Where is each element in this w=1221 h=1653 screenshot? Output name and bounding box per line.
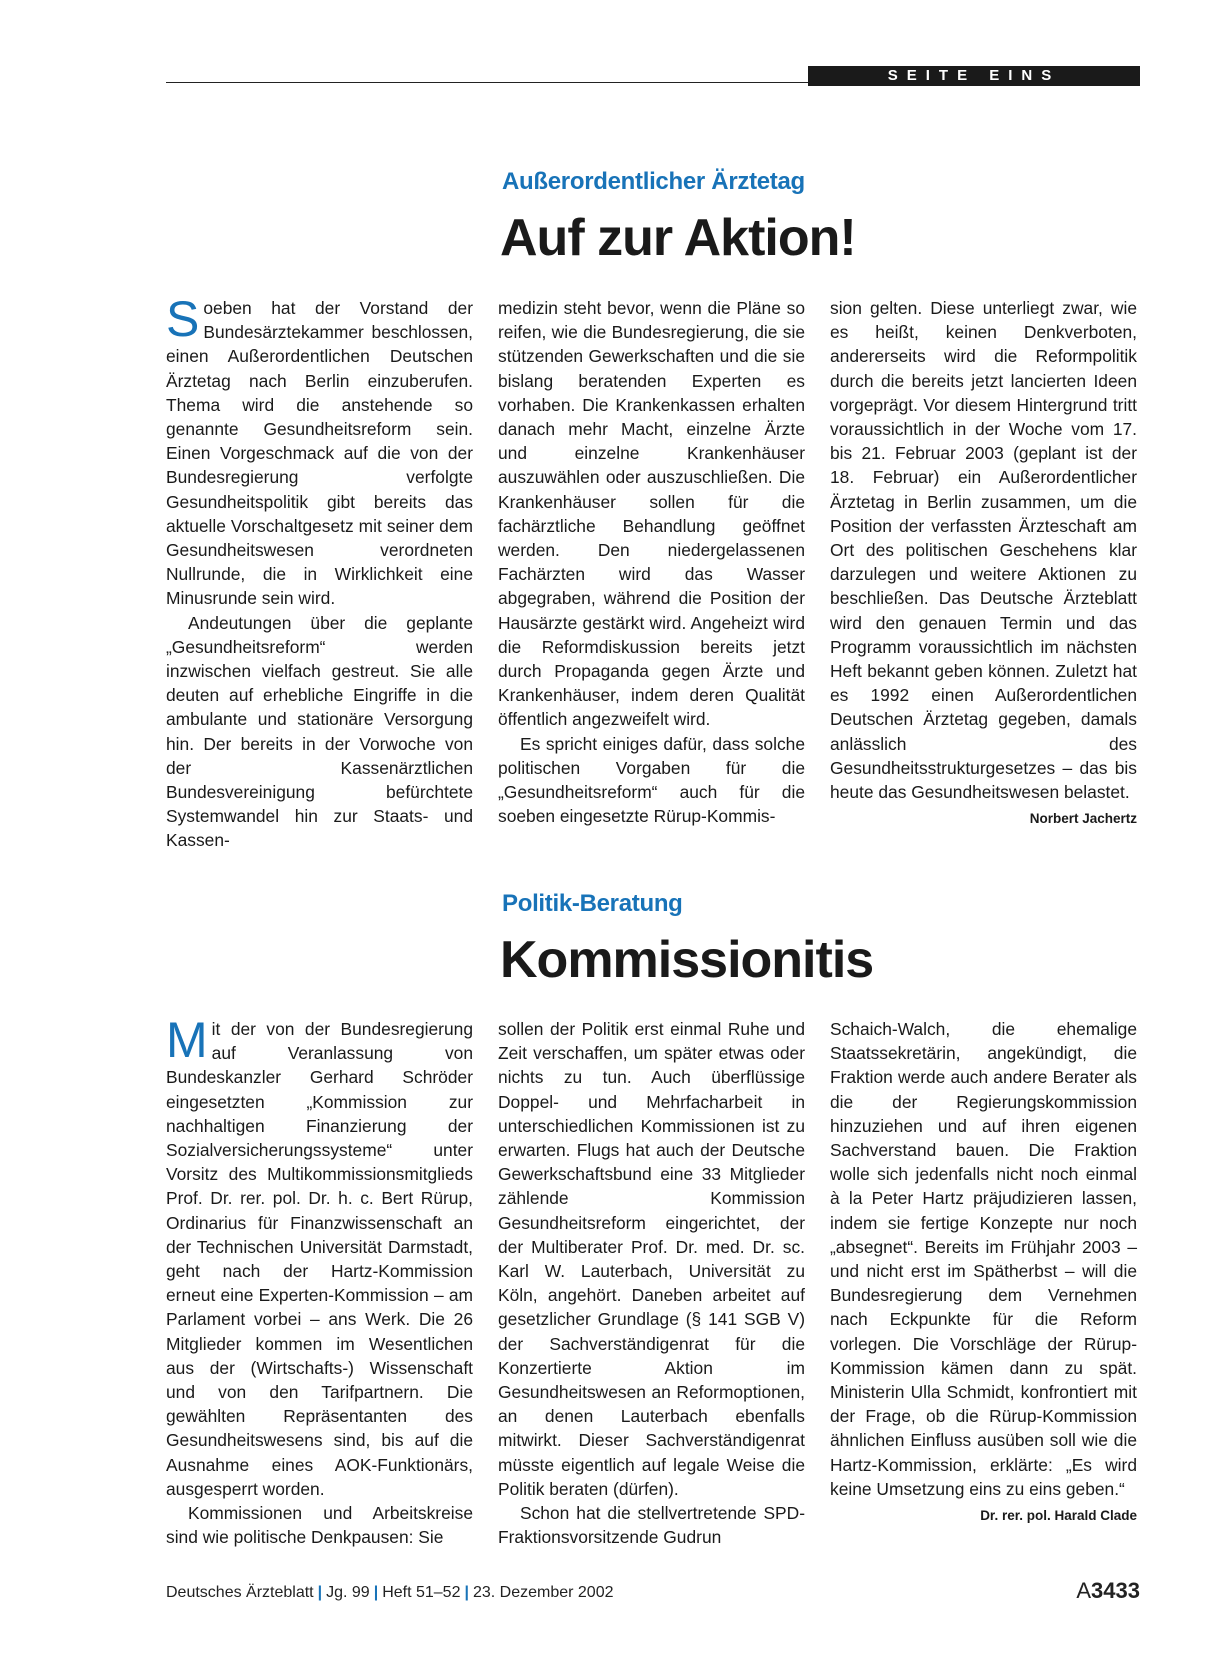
article-1-kicker: Außerordentlicher Ärztetag xyxy=(502,168,805,195)
article-1-column-2 xyxy=(498,296,805,828)
dropcap: S xyxy=(166,291,200,347)
paragraph: Soeben hat der Vorstand der Bundesärztekammer beschlossen, einen Außerordentlichen Deutschen Ärztetag nach Berlin einzuberufen. Thema wird die anstehende so genannte Gesundheitsreform sein. Einen Vorgeschmack auf die von der Bundesregierung verfolgte Gesundheitspolitik gibt bereits das aktuelle Vorschaltgesetz mit seiner dem Gesundheitswesen verordneten Nullrunde, die in Wirklichkeit eine Minusrunde sein wird. xyxy=(166,291,473,609)
article-2-column-1 xyxy=(166,1012,473,1549)
paragraph: Schaich-Walch, die ehemalige Staatssekretärin, angekündigt, die Fraktion werde auch andere Berater als die der Regierungskommission hinzuziehen und auf ihren eigenen Sachverstand bauen. Die Fraktion wolle sich jedenfalls nicht noch einmal à la Peter Hartz präjudizieren lassen, indem sie fertige Konzepte nur noch „absegnet“. Bereits im Frühjahr 2003 – und nicht erst im Spätherbst – will die Bundesregierung dem Vernehmen nach Eckpunkte für die Reform vorlegen. Die Vorschläge der Rürup-Kommission kämen dann zu spät. Ministerin Ulla Schmidt, konfrontiert mit der Frage, ob die Rürup-Kommission ähnlichen Einfluss ausüben soll wie die Hartz-Kommission, erklärte: „Es wird keine Umsetzung eins zu eins geben.“ Dr. rer. pol. Harald Clade xyxy=(830,1017,1137,1501)
page-number-value: 3433 xyxy=(1091,1578,1140,1603)
page-footer: Deutsches Ärzteblatt | Jg. 99 | Heft 51–52 | 23. Dezember 2002 xyxy=(166,1584,614,1601)
paragraph: sollen der Politik erst einmal Ruhe und Zeit verschaffen, um später etwas oder nichts zu tun. Auch überflüssige Doppel- und Mehrfacharbeit in unterschiedlichen Kommissionen ist zu erwarten. Flugs hat auch der Deutsche Gewerkschaftsbund eine 33 Mitglieder zählende Kommission Gesundheitsreform eingerichtet, der der Multiberater Prof. Dr. med. Dr. sc. Karl W. Lauterbach, Universität zu Köln, angehört. Daneben arbeitet auf gesetzlicher Grundlage (§ 141 SGB V) der Sachverständigenrat für die Konzertierte Aktion im Gesundheitswesen an Reformoptionen, an denen Lauterbach ebenfalls mitwirkt. Dieser Sachverständigenrat müsste eigentlich auf legale Weise die Politik beraten (dürfen). xyxy=(498,1019,805,1499)
dropcap: M xyxy=(166,1012,208,1068)
section-label: SEITE EINS xyxy=(808,66,1140,86)
date: 23. Dezember 2002 xyxy=(472,1584,614,1601)
paragraph: Andeutungen über die geplante „Gesundheitsreform“ werden inzwischen vielfach gestreut. Sie alle deuten auf erhebliche Eingriffe in die ambulante und stationäre Versorgung hin. Der bereits in der Vorwoche von der Kassenärztlichen Bundesvereinigung befürchtete Systemwandel hin zur Staats- und Kassen- xyxy=(166,612,473,851)
paragraph: Mit der von der Bundesregierung auf Veranlassung von Bundeskanzler Gerhard Schröder eingesetzten „Kommission zur nachhaltigen Finanzierung der Sozialversicherungssysteme“ unter Vorsitz des Multikommissionsmitglieds Prof. Dr. rer. pol. Dr. h. c. Bert Rürup, Ordinarius für Finanzwissenschaft an der Technischen Universität Darmstadt, geht nach der Hartz-Kommission erneut eine Experten-Kommission – am Parlament vorbei – ans Werk. Die 26 Mitglieder kommen im Wesentlichen aus der (Wirtschafts-) Wissenschaft und von den Tarifpartnern. Die gewählten Repräsentanten des Gesundheitswesens sind, bis auf die Ausnahme eines AOK-Funktionärs, ausgesperrt worden. xyxy=(166,1012,473,1499)
journal-name: Deutsches Ärzteblatt xyxy=(166,1584,314,1601)
page-prefix: A xyxy=(1076,1578,1092,1603)
paragraph: medizin steht bevor, wenn die Pläne so reifen, wie die Bundesregierung, die sie stützenden Gewerkschaften und die sie bislang beratenden Experten es vorhaben. Die Krankenkassen erhalten danach mehr Macht, einzelne Ärzte und einzelne Krankenhäuser auszuwählen oder auszuschließen. Die Krankenhäuser sollen für die fachärztliche Behandlung geöffnet werden. Den niedergelassenen Fachärzten wird das Wasser abgegraben, während die Position der Hausärzte gestärkt wird. Angeheizt wird die Reformdiskussion bereits jetzt durch Propaganda gegen Ärzte und Krankenhäuser, indem deren Qualität öffentlich angezweifelt wird. xyxy=(498,298,805,730)
article-1-headline: Auf zur Aktion! xyxy=(500,209,856,267)
header-rule xyxy=(166,82,808,83)
author-byline: Norbert Jachertz xyxy=(1029,811,1137,827)
paragraph: Kommissionen und Arbeitskreise sind wie politische Denkpausen: Sie xyxy=(166,1503,473,1548)
article-2-column-3 xyxy=(830,1017,1137,1528)
paragraph: Es spricht einiges dafür, dass solche politischen Vorgaben für die „Gesundheitsreform“ auch für die soeben eingesetzte Rürup-Kommis- xyxy=(498,733,805,827)
issue: Heft 51–52 xyxy=(382,1584,461,1601)
author-byline: Dr. rer. pol. Harald Clade xyxy=(980,1508,1137,1524)
page-number xyxy=(1076,1578,1140,1604)
article-1-column-1 xyxy=(166,291,473,853)
article-1-column-3 xyxy=(830,296,1137,831)
volume: Jg. 99 xyxy=(326,1584,370,1601)
article-2-headline: Kommissionitis xyxy=(500,931,874,989)
paragraph: sion gelten. Diese unterliegt zwar, wie es heißt, keinen Denkverboten, andererseits wird die Reformpolitik durch die bereits jetzt lancierten Ideen vorgeprägt. Vor diesem Hintergrund tritt voraussichtlich in der Woche vom 17. bis 21. Februar 2003 (geplant ist der 18. Februar) ein Außerordentlicher Ärztetag in Berlin zusammen, um die Position der verfassten Ärzteschaft am Ort des politischen Geschehens klar darzulegen und weitere Aktionen zu beschließen. Das Deutsche Ärzteblatt wird den genauen Termin und das Programm voraussichtlich im nächsten Heft bekannt geben können. Zuletzt hat es 1992 einen Außerordentlichen Deutschen Ärztetag gegeben, damals anlässlich des Gesundheitsstrukturgesetzes – das bis heute das Gesundheitswesen belastet. Norbert Jachertz xyxy=(830,296,1137,804)
article-2-kicker: Politik-Beratung xyxy=(502,890,683,917)
article-2-column-2 xyxy=(498,1017,805,1549)
paragraph: Schon hat die stellvertretende SPD-Fraktionsvorsitzende Gudrun xyxy=(498,1503,805,1548)
